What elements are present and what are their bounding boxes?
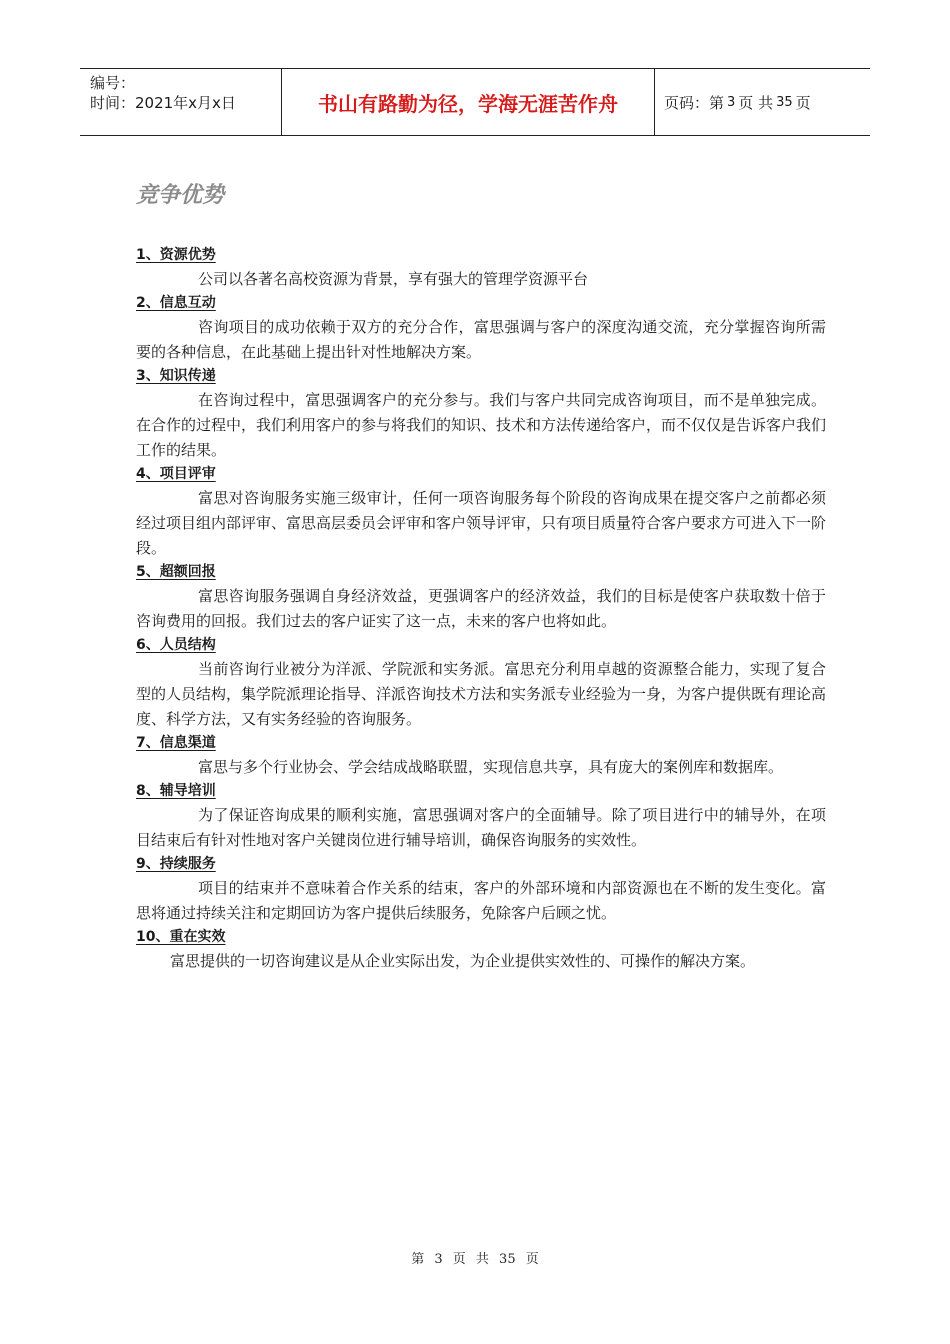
page-mid: 页 共 xyxy=(738,93,774,112)
section-service xyxy=(136,853,826,926)
header-motto: 书山有路勤为径，学海无涯苦作舟 xyxy=(282,69,655,135)
header-page-number xyxy=(655,69,870,135)
section-heading: 8、辅导培训 xyxy=(136,783,216,799)
section-heading: 10、重在实效 xyxy=(136,929,226,945)
section-effect xyxy=(136,926,826,974)
header-meta xyxy=(80,69,282,135)
page-current: 3 xyxy=(727,94,736,110)
section-resource xyxy=(136,244,826,292)
section-training xyxy=(136,780,826,853)
section-heading: 1、资源优势 xyxy=(136,247,216,263)
document-body xyxy=(136,244,826,974)
section-heading: 2、信息互动 xyxy=(136,295,216,311)
section-interaction xyxy=(136,292,826,365)
section-text: 项目的结束并不意味着合作关系的结束，客户的外部环境和内部资源也在不断的发生变化。富思将通过持续关注和定期回访为客户提供后续服务，免除客户后顾之忧。 xyxy=(136,879,826,922)
section-text: 为了保证咨询成果的顺利实施，富思强调对客户的全面辅导。除了项目进行中的辅导外，在项目结束后有针对性地对客户关键岗位进行辅导培训，确保咨询服务的实效性。 xyxy=(136,806,826,849)
code-label: 编号： xyxy=(90,74,136,92)
page-header xyxy=(80,68,870,136)
section-heading: 3、知识传递 xyxy=(136,368,216,384)
section-heading: 6、人员结构 xyxy=(136,637,216,653)
section-text: 富思与多个行业协会、学会结成战略联盟，实现信息共享，具有庞大的案例库和数据库。 xyxy=(198,758,784,776)
section-text: 公司以各著名高校资源为背景，享有强大的管理学资源平台 xyxy=(198,270,589,288)
document-title: 竞争优势 xyxy=(136,183,225,208)
section-text: 富思咨询服务强调自身经济效益，更强调客户的经济效益，我们的目标是使客户获取数十倍于咨询费用的回报。我们过去的客户证实了这一点，未来的客户也将如此。 xyxy=(136,587,826,630)
section-text: 咨询项目的成功依赖于双方的充分合作，富思强调与客户的深度沟通交流，充分掌握咨询所需要的各种信息，在此基础上提出针对性地解决方案。 xyxy=(136,318,826,361)
page-total: 35 xyxy=(776,94,793,110)
section-text: 富思对咨询服务实施三级审计，任何一项咨询服务每个阶段的咨询成果在提交客户之前都必须经过项目组内部评审、富思高层委员会评审和客户领导评审，只有项目质量符合客户要求方可进入下一阶段。 xyxy=(136,489,827,557)
section-text: 富思提供的一切咨询建议是从企业实际出发，为企业提供实效性的、可操作的解决方案。 xyxy=(170,952,756,970)
page-prefix: 页码：第 xyxy=(664,93,725,112)
page-footer: 第 3 页 共 35 页 xyxy=(411,1252,539,1267)
section-review xyxy=(136,463,826,561)
section-return xyxy=(136,561,826,634)
page-suffix: 页 xyxy=(795,93,811,112)
section-knowledge xyxy=(136,365,826,463)
section-heading: 7、信息渠道 xyxy=(136,735,216,751)
section-heading: 9、持续服务 xyxy=(136,856,216,872)
section-text: 当前咨询行业被分为洋派、学院派和实务派。富思充分利用卓越的资源整合能力，实现了复合型的人员结构，集学院派理论指导、洋派咨询技术方法和实务派专业经验为一身，为客户提供既有理论高度、科学方法，又有实务经验的咨询服务。 xyxy=(136,660,827,728)
section-staff xyxy=(136,634,826,732)
section-heading: 4、项目评审 xyxy=(136,466,216,482)
time-label: 时间：2021年x月x日 xyxy=(90,94,236,112)
section-heading: 5、超额回报 xyxy=(136,564,216,580)
section-text: 在咨询过程中，富思强调客户的充分参与。我们与客户共同完成咨询项目，而不是单独完成。在合作的过程中，我们利用客户的参与将我们的知识、技术和方法传递给客户，而不仅仅是告诉客户我们工作的结果。 xyxy=(136,391,827,459)
section-channel xyxy=(136,732,826,780)
